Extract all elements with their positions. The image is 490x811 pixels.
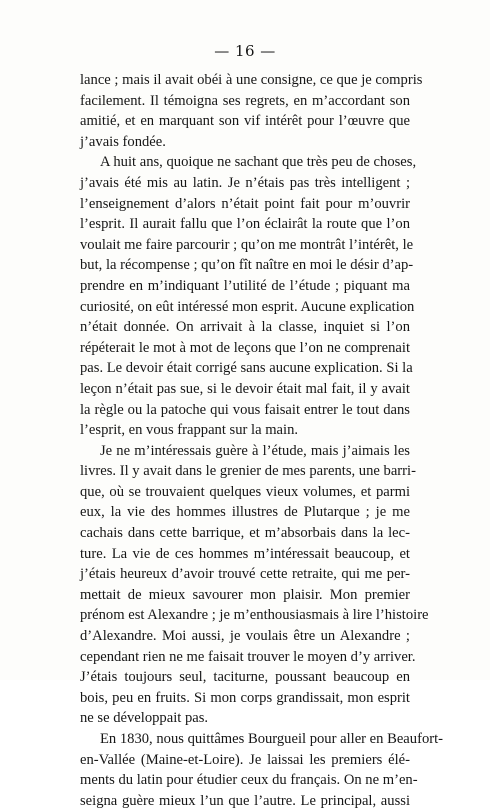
text-line: cependant rien ne me faisait trouver le moyen d’y arriver.	[80, 648, 416, 665]
text-line: prénom est Alexandre ; je m’enthousiasmais à lire l’histoire	[80, 607, 429, 624]
text-line: A huit ans, quoique ne sachant que très peu de choses,	[100, 154, 417, 171]
text-line: En 1830, nous quittâmes Bourgueil pour aller en Beaufort-	[100, 731, 444, 747]
paragraph	[80, 152, 417, 440]
text-line: mettait de mieux savourer mon plaisir. Mon premier	[80, 586, 410, 603]
text-line: la règle ou la patoche qui vous faisait entrer le tout dans	[80, 401, 410, 418]
text-line: j’avais fondée.	[80, 133, 166, 150]
text-line: d’Alexandre. Moi aussi, je voulais être un Alexandre ;	[80, 628, 410, 645]
text-line: ments du latin pour étudier ceux du français. On ne m’en-	[80, 772, 418, 789]
paragraph	[80, 441, 429, 729]
text-line: curiosité, on eût intéressé mon esprit. Aucune explication	[80, 298, 415, 315]
text-line: livres. Il y avait dans le grenier de mes parents, une barri-	[80, 463, 416, 480]
text-line: ne se développait pas.	[80, 710, 209, 727]
text-line: lance ; mais il avait obéi à une consigne, ce que je compris	[80, 72, 423, 88]
text-line: l’esprit, en vous frappant sur la main.	[80, 422, 299, 439]
text-line: leçon n’était pas sue, si le devoir était mal fait, il y avait	[80, 380, 410, 397]
text-line: seigna guère mieux l’un que l’autre. Le principal, aussi	[80, 792, 410, 809]
text-line: cachais dans cette barrique, et m’absorbais dans la lec-	[80, 525, 410, 542]
text-line: voulait me faire parcourir ; qu’on me montrât l’intérêt, le	[80, 236, 414, 253]
text-line: que, où se trouvaient quelques vieux volumes, et parmi	[80, 483, 410, 500]
text-line: facilement. Il témoigna ses regrets, en m’accordant son	[80, 92, 410, 109]
page-number: — 16 —	[214, 42, 276, 60]
body-text	[80, 70, 444, 811]
text-line: amitié, et en marquant son vif intérêt pour l’œuvre que	[80, 113, 410, 130]
text-line: eux, la vie des hommes illustres de Plutarque ; je me	[80, 504, 410, 521]
text-line: pas. Le devoir était corrigé sans aucune explication. Si la	[80, 360, 413, 377]
text-line: n’était donnée. On arrivait à la classe, inquiet si l’on	[80, 319, 410, 336]
text-line: l’esprit. Il aurait fallu que l’on éclairât la route que l’on	[80, 216, 410, 233]
text-line: en-Vallée (Maine-et-Loire). Je laissai les premiers élé-	[80, 751, 410, 768]
text-line: Je ne m’intéressais guère à l’étude, mais j’aimais les	[100, 442, 410, 459]
text-line: j’étais heureux d’avoir trouvé cette retraite, qui me per-	[80, 566, 410, 583]
text-line: j’avais été mis au latin. Je n’étais pas très intelligent ;	[80, 174, 410, 191]
paragraph	[80, 729, 444, 811]
text-line: bois, peu en fruits. Si mon corps grandissait, mon esprit	[80, 689, 410, 706]
text-line: prendre en m’indiquant l’utilité de l’étude ; piquant ma	[80, 277, 410, 294]
text-line: répéterait le mot à mot de leçons que l’on ne comprenait	[80, 339, 410, 356]
text-line: J’étais toujours seul, taciturne, poussant beaucoup en	[80, 669, 410, 686]
paragraph	[80, 70, 423, 152]
text-line: l’enseignement d’alors n’était point fait pour m’ouvrir	[80, 195, 410, 212]
text-line: ture. La vie de ces hommes m’intéressait beaucoup, et	[80, 545, 410, 562]
text-line: but, la récompense ; qu’on fît naître en moi le désir d’ap-	[80, 257, 414, 274]
